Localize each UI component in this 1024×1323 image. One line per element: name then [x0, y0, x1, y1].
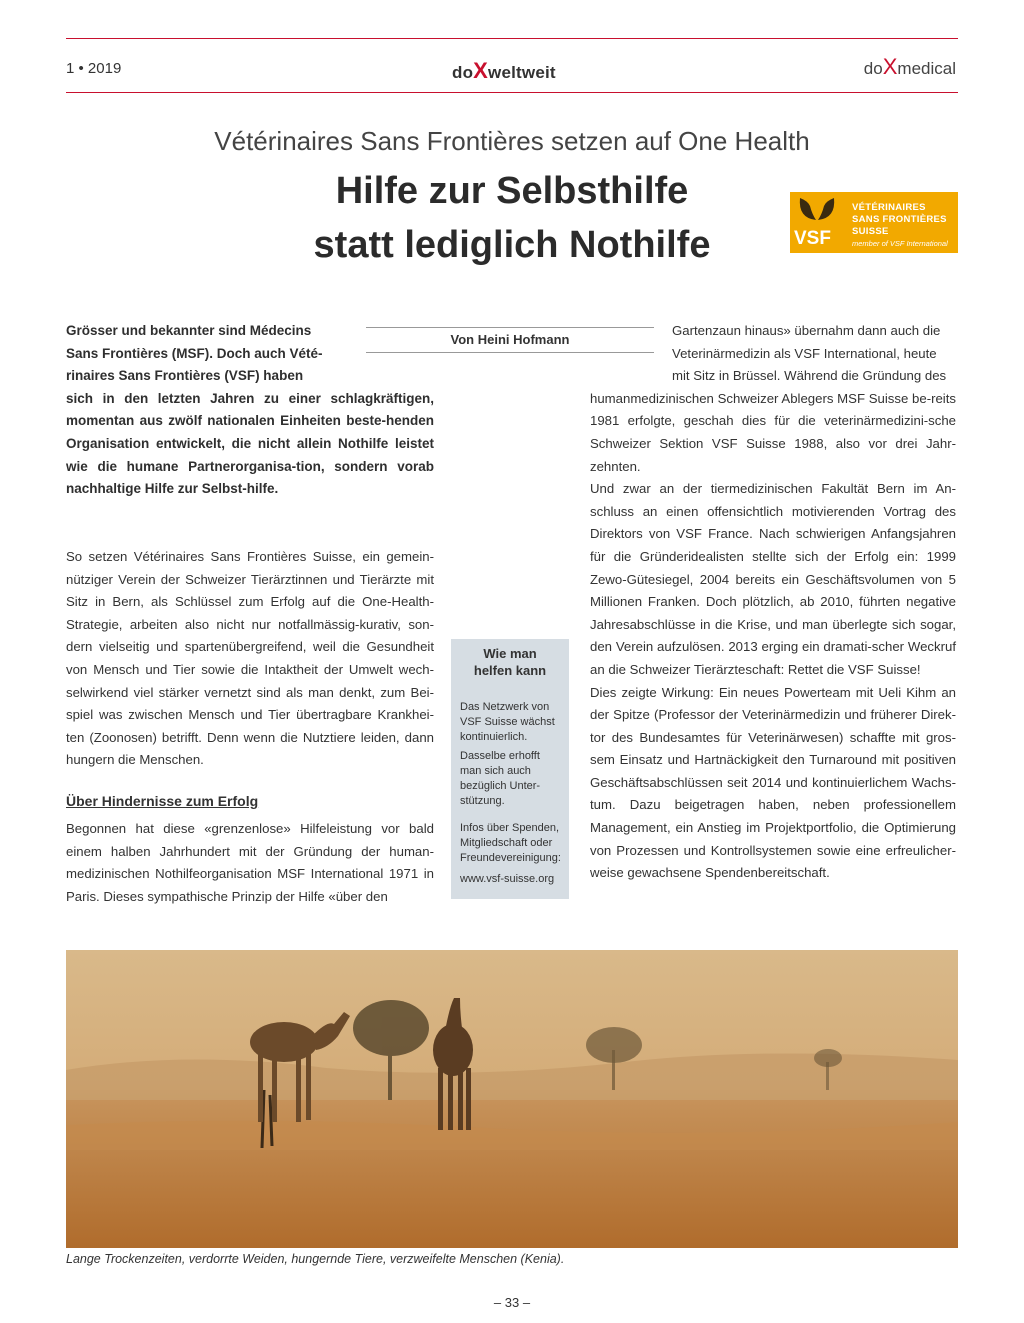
- header-bottom-rule: [66, 92, 958, 93]
- vsf-logo: [790, 192, 958, 253]
- article-byline: Von Heini Hofmann: [366, 327, 654, 353]
- article-photo: [66, 950, 958, 1248]
- body-paragraph: humanmedizinischen Schweizer Ablegers MSF Suisse be-reits 1981 erfolgte, geschah dies für die veterinärmedizini-sche Schweizer Sektion VSF Suisse 1988, also vor drei Jahr-zehnten.: [590, 390, 956, 474]
- magazine-name-x: X: [473, 58, 489, 83]
- photo-caption: Lange Trockenzeiten, verdorrte Weiden, hungernde Tiere, verzweifelte Menschen (Kenia).: [66, 1252, 565, 1266]
- info-box-text: Infos über Spenden, Mitgliedschaft oder Freundevereinigung:: [460, 822, 561, 864]
- article-kicker: Vétérinaires Sans Frontières setzen auf One Health: [214, 126, 810, 156]
- magazine-name-part: do: [452, 63, 474, 82]
- info-box-text: Das Netzwerk von VSF Suisse wächst kontinuierlich.: [460, 701, 555, 743]
- lede-line: Grösser und bekannter sind Médecins: [66, 323, 312, 338]
- info-box-text: Dasselbe erhofft man sich auch bezüglich Unter-stützung.: [460, 750, 541, 807]
- issue-number: 1 • 2019: [66, 60, 122, 77]
- header-top-rule: [66, 38, 958, 39]
- body-paragraph: Begonnen hat diese «grenzenlose» Hilfeleistung vor bald einem halben Jahrhundert mit der Gründung der human-medizinischen Nothilfeorganisation MSF International 1971 in Paris. Dieses sympathische Prinzip der Hilfe «über den: [66, 821, 434, 904]
- logo-tagline: member of VSF International: [852, 239, 948, 248]
- logo-line: VÉTÉRINAIRES: [852, 202, 926, 213]
- logo-line: SUISSE: [852, 226, 889, 237]
- section-subheading: Über Hindernisse zum Erfolg: [66, 793, 259, 809]
- desert-camels-image: [66, 950, 958, 1248]
- info-box-title-line: Wie man: [483, 646, 537, 661]
- article-title: [180, 164, 844, 272]
- article-title-line: Hilfe zur Selbsthilfe: [335, 170, 689, 212]
- info-box-title: [451, 645, 569, 679]
- body-paragraph: Und zwar an der tiermedizinischen Fakultät Bern im An-schluss an einen offensichtlich motivierenden Vortrag des Direktors von VSF France. Nach schwierigen Anfangsjahren für die Gründeridealisten stellte sich der Erfolg ein: 1999 Zewo-Gütesiegel, 2004 bereits ein Geschäftsvolumen von 5 Millionen Franken. Doch plötzlich, ab 2010, führten negative Jahresabschlüsse in die Krise, und man überlegte sich sogar, den Verein aufzulösen. 2013 erging ein dramati-scher Weckruf an die Schweizer Tierärzteschaft: Rettet die VSF Suisse!: [590, 481, 956, 677]
- article-title-line: statt lediglich Nothilfe: [313, 224, 711, 266]
- body-line: Veterinärmedizin als VSF International, heute: [672, 345, 937, 361]
- body-column-right: [590, 320, 956, 885]
- magazine-section-name: [452, 58, 556, 84]
- lede-line: Sans Frontières (MSF). Doch auch Vété-: [66, 345, 323, 361]
- body-paragraph: Dies zeigte Wirkung: Ein neues Powerteam mit Ueli Kihm an der Spitze (Professor der Veterinärmedizin und früherer Direk-tor des Bundesamtes für Veterinärwesen) schaffte mit gros-sem Einsatz und Hartnäckigkeit den Turnaround mit positiven Geschäftsabschlüssen seit 2014 und kontinuierlichem Wachs-tum. Dazu beigetragen haben, neben professionellem Management, ein Anstieg im Projektportfolio, die Optimierung von Prozessen und Kontrollsystemen sowie eine erfreulicher-weise gewachsene Spendenbereitschaft.: [590, 684, 956, 881]
- logo-abbreviation: VSF: [794, 228, 831, 249]
- page-number: – 33 –: [493, 1295, 531, 1310]
- lede-line: rinaires Sans Frontières (VSF) haben: [66, 368, 304, 384]
- body-paragraph: So setzen Vétérinaires Sans Frontières Suisse, ein gemein-nütziger Verein der Schweizer Tierärztinnen und Tierärzte mit Sitz in Bern, als Schlüssel zum Erfolg auf die One-Health-Strategie, arbeiten also nicht nur notfallmässig-kurativ, son-dern vielseitig und spartenübergreifend, weil die Gesundheit von Mensch und Tier sowie die Intaktheit der Umwelt wech-selwirkend viel stärker vernetzt sind als man denkt, zum Bei-spiel was zwischen Mensch und Tier übertragbare Krankhei-ten (Zoonosen) betrifft. Denn wenn die Nutztiere leiden, dann hungern die Menschen.: [66, 549, 434, 768]
- info-box-link[interactable]: www.vsf-suisse.org: [460, 873, 555, 885]
- magazine-name-part: weltweit: [488, 63, 556, 82]
- body-line: mit Sitz in Brüssel. Während die Gründung des: [672, 368, 947, 384]
- info-box-title-line: helfen kann: [473, 663, 547, 678]
- brand-name-part: do: [863, 59, 883, 78]
- brand-name-part: medical: [897, 59, 956, 78]
- brand-logo: [864, 54, 956, 80]
- body-line: Gartenzaun hinaus» übernahm dann auch die: [672, 323, 941, 338]
- brand-name-x: X: [882, 54, 898, 79]
- lede-text: sich in den letzten Jahren zu einer schlagkräftigen, momentan aus zwölf nationalen Einheiten beste-henden Organisation entwickelt, die nicht allein Nothilfe leistet wie die humane Partnerorganisa-tion, sondern vorab nachhaltige Hilfe zur Selbst-hilfe.: [66, 390, 434, 497]
- logo-line: SANS FRONTIÈRES: [852, 214, 947, 225]
- info-box: [451, 639, 569, 899]
